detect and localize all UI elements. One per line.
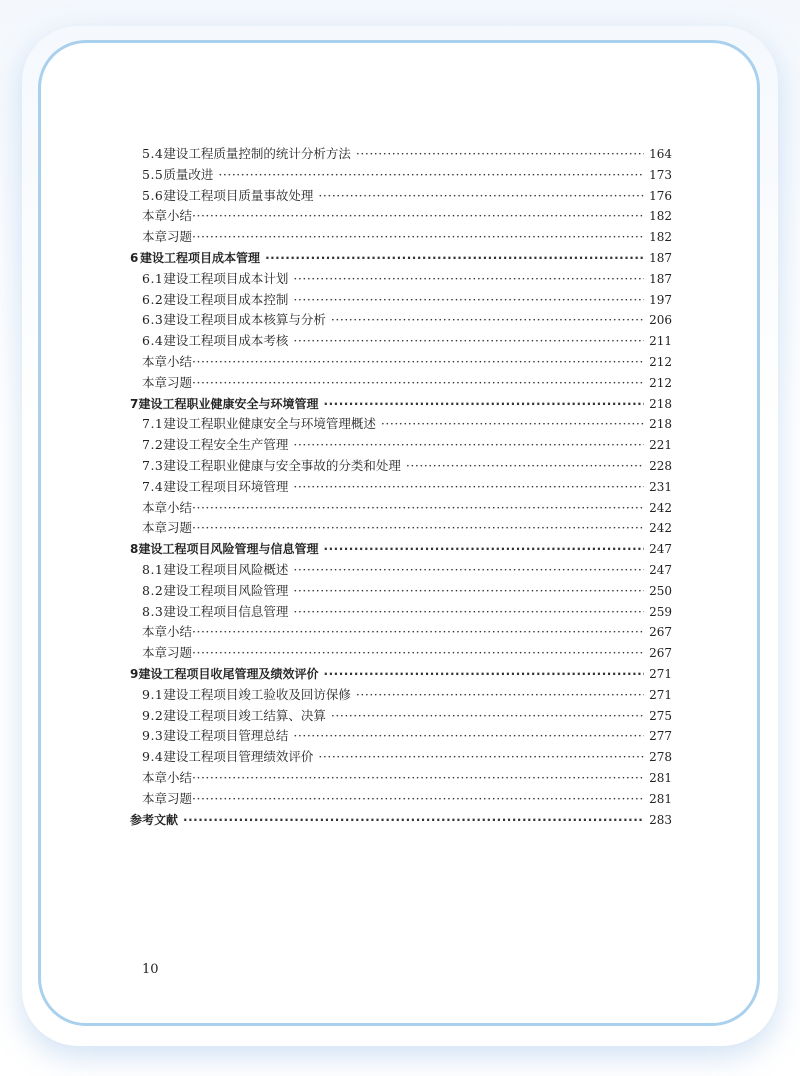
toc-section-entry[interactable] — [130, 456, 672, 477]
entry-title: 建设工程项目成本核算与分析 — [163, 312, 326, 328]
toc-section-entry[interactable] — [130, 310, 672, 331]
dot-leader — [293, 477, 644, 498]
entry-title: 本章小结 — [142, 624, 193, 640]
dot-leader — [293, 290, 644, 311]
entry-page-number: 206 — [649, 313, 672, 328]
entry-page-number: 271 — [649, 666, 672, 681]
toc-chapter-entry[interactable] — [130, 810, 672, 831]
entry-page-number: 278 — [649, 750, 672, 765]
entry-title: 本章小结 — [142, 769, 193, 785]
entry-number: 9.2 — [142, 707, 164, 723]
dot-leader — [293, 269, 644, 290]
entry-title: 建设工程项目收尾管理及绩效评价 — [138, 666, 319, 681]
toc-section-entry[interactable] — [130, 290, 672, 311]
entry-title: 本章小结 — [142, 353, 193, 369]
dot-leader — [293, 331, 644, 352]
dot-leader — [293, 435, 644, 456]
entry-title: 建设工程项目管理绩效评价 — [163, 749, 314, 765]
toc-section-entry[interactable] — [130, 269, 672, 290]
entry-number: 9.4 — [142, 749, 164, 765]
entry-title: 建设工程质量控制的统计分析方法 — [163, 146, 351, 161]
entry-title: 本章习题 — [142, 229, 193, 245]
entry-page-number: 182 — [649, 230, 672, 245]
entry-title: 建设工程职业健康安全与环境管理概述 — [163, 416, 376, 432]
entry-page-number: 250 — [649, 583, 672, 598]
entry-page-number: 212 — [649, 354, 672, 369]
dot-leader — [356, 685, 644, 706]
dot-leader — [192, 352, 644, 373]
toc-section-entry[interactable] — [130, 685, 672, 706]
toc-summary-entry[interactable] — [130, 518, 672, 539]
table-of-contents — [130, 144, 672, 830]
dot-leader — [265, 248, 644, 269]
entry-page-number: 247 — [649, 562, 672, 577]
toc-chapter-entry[interactable] — [130, 539, 672, 560]
entry-title: 建设工程职业健康与安全事故的分类和处理 — [163, 457, 401, 473]
toc-section-entry[interactable] — [130, 331, 672, 352]
entry-page-number: 242 — [649, 500, 672, 515]
entry-page-number: 231 — [649, 479, 672, 494]
entry-number: 6.1 — [142, 270, 164, 286]
dot-leader — [331, 706, 644, 727]
dot-leader — [192, 227, 644, 248]
entry-number: 9 — [130, 666, 139, 681]
entry-page-number: 275 — [649, 708, 672, 723]
entry-title: 建设工程项目竣工验收及回访保修 — [163, 686, 351, 702]
entry-title: 本章习题 — [142, 790, 193, 806]
entry-title: 建设工程项目风险管理与信息管理 — [138, 542, 319, 557]
entry-page-number: 182 — [649, 209, 672, 224]
toc-section-entry[interactable] — [130, 602, 672, 623]
entry-page-number: 271 — [649, 687, 672, 702]
entry-number: 6.3 — [142, 312, 164, 328]
entry-number: 5.6 — [142, 187, 164, 203]
toc-section-entry[interactable] — [130, 560, 672, 581]
entry-number: 6 — [130, 250, 139, 265]
dot-leader — [192, 622, 644, 643]
entry-number: 8.2 — [142, 582, 164, 598]
entry-title: 建设工程项目成本控制 — [163, 291, 289, 307]
entry-page-number: 267 — [649, 625, 672, 640]
toc-section-entry[interactable] — [130, 747, 672, 768]
toc-summary-entry[interactable] — [130, 352, 672, 373]
dot-leader — [192, 789, 644, 810]
toc-section-entry[interactable] — [130, 165, 672, 186]
dot-leader — [318, 747, 644, 768]
toc-summary-entry[interactable] — [130, 768, 672, 789]
toc-summary-entry[interactable] — [130, 498, 672, 519]
entry-title: 建设工程项目竣工结算、决算 — [163, 707, 326, 723]
entry-page-number: 277 — [649, 729, 672, 744]
entry-title: 建设工程项目成本考核 — [163, 333, 289, 349]
entry-page-number: 164 — [649, 147, 672, 161]
dot-leader — [293, 726, 644, 747]
entry-title: 建设工程项目质量事故处理 — [163, 187, 314, 203]
entry-number: 5.5 — [142, 166, 164, 182]
entry-page-number: 283 — [649, 812, 672, 827]
entry-page-number: 176 — [649, 188, 672, 203]
entry-title: 建设工程项目信息管理 — [163, 603, 289, 619]
dot-leader — [192, 206, 644, 227]
entry-number: 6.4 — [142, 333, 164, 349]
entry-page-number: 247 — [649, 542, 672, 557]
entry-title: 本章习题 — [142, 520, 193, 536]
dot-leader — [192, 518, 644, 539]
entry-number: 7.4 — [142, 478, 164, 494]
entry-number: 7.1 — [142, 416, 164, 432]
entry-page-number: 197 — [649, 292, 672, 307]
entry-number: 7 — [130, 396, 139, 411]
entry-number: 9.1 — [142, 686, 164, 702]
entry-page-number: 228 — [649, 458, 672, 473]
toc-summary-entry[interactable] — [130, 789, 672, 810]
entry-page-number: 211 — [649, 334, 672, 349]
dot-leader — [331, 310, 644, 331]
dot-leader — [356, 144, 644, 165]
toc-section-entry[interactable] — [130, 414, 672, 435]
entry-number: 7.3 — [142, 457, 164, 473]
dot-leader — [192, 643, 644, 664]
entry-title: 建设工程项目成本计划 — [163, 270, 289, 286]
entry-page-number: 173 — [649, 167, 672, 182]
entry-title: 本章习题 — [142, 374, 193, 390]
toc-section-entry[interactable] — [130, 581, 672, 602]
entry-number: 8 — [130, 542, 139, 557]
entry-title: 质量改进 — [163, 166, 214, 182]
toc-section-entry[interactable] — [130, 477, 672, 498]
entry-title: 本章习题 — [142, 645, 193, 661]
entry-title: 参考文献 — [130, 812, 179, 827]
dot-leader — [192, 373, 644, 394]
page-number: 10 — [142, 962, 159, 977]
entry-page-number: 242 — [649, 521, 672, 536]
entry-title: 建设工程项目风险概述 — [163, 561, 289, 577]
dot-leader — [218, 165, 644, 186]
entry-number: 5.4 — [142, 146, 164, 161]
entry-page-number: 281 — [649, 770, 672, 785]
toc-section-entry[interactable] — [130, 435, 672, 456]
entry-page-number: 187 — [649, 250, 672, 265]
toc-section-entry[interactable] — [130, 726, 672, 747]
toc-chapter-entry[interactable] — [130, 248, 672, 269]
entry-number: 7.2 — [142, 437, 164, 453]
entry-title: 建设工程项目管理总结 — [163, 728, 289, 744]
entry-title: 本章小结 — [142, 208, 193, 224]
entry-title: 建设工程职业健康安全与环境管理 — [138, 396, 319, 411]
entry-page-number: 281 — [649, 791, 672, 806]
entry-number: 9.3 — [142, 728, 164, 744]
dot-leader — [192, 498, 644, 519]
toc-summary-entry[interactable] — [130, 227, 672, 248]
entry-title: 建设工程安全生产管理 — [163, 437, 289, 453]
dot-leader — [381, 414, 644, 435]
toc-summary-entry[interactable] — [130, 622, 672, 643]
dot-leader — [293, 560, 644, 581]
dot-leader — [192, 768, 644, 789]
dot-leader — [293, 602, 644, 623]
entry-page-number: 267 — [649, 646, 672, 661]
entry-page-number: 218 — [649, 396, 672, 411]
entry-page-number: 221 — [649, 438, 672, 453]
dot-leader — [324, 394, 645, 415]
toc-summary-entry[interactable] — [130, 206, 672, 227]
dot-leader — [406, 456, 644, 477]
entry-page-number: 218 — [649, 417, 672, 432]
entry-title: 本章小结 — [142, 499, 193, 515]
entry-page-number: 187 — [649, 271, 672, 286]
toc-section-entry[interactable] — [130, 186, 672, 207]
dot-leader — [324, 664, 645, 685]
dot-leader — [183, 810, 644, 831]
dot-leader — [324, 539, 645, 560]
entry-number: 6.2 — [142, 291, 164, 307]
toc-summary-entry[interactable] — [130, 373, 672, 394]
entry-title: 建设工程项目环境管理 — [163, 478, 289, 494]
toc-section-entry[interactable] — [130, 144, 672, 165]
entry-number: 8.3 — [142, 603, 164, 619]
entry-title: 建设工程项目成本管理 — [140, 250, 261, 265]
dot-leader — [293, 581, 644, 602]
entry-title: 建设工程项目风险管理 — [163, 582, 289, 598]
toc-section-entry[interactable] — [130, 706, 672, 727]
toc-chapter-entry[interactable] — [130, 394, 672, 415]
entry-page-number: 259 — [649, 604, 672, 619]
toc-summary-entry[interactable] — [130, 643, 672, 664]
entry-number: 8.1 — [142, 561, 164, 577]
entry-page-number: 212 — [649, 375, 672, 390]
dot-leader — [318, 186, 644, 207]
toc-chapter-entry[interactable] — [130, 664, 672, 685]
